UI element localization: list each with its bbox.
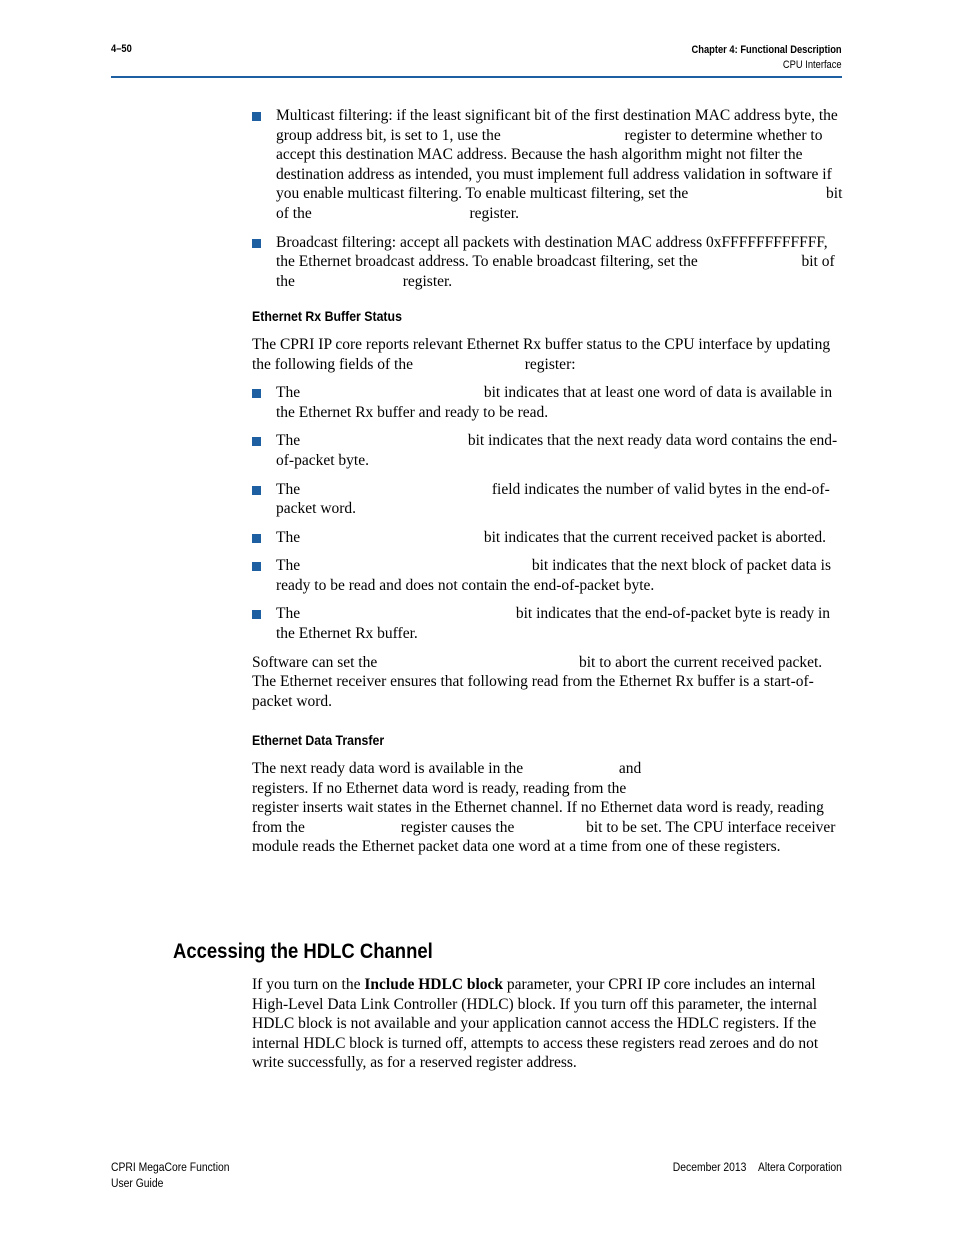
hdlc-text-2: parameter, your CPRI IP core includes an internal High-Level Data Link Controller (HDLC) block. If you turn off this parameter, the internal HDLC block is not available and your application cannot access the HDLC registers. If the internal HDLC block is turned off, attempts to access these registers read zeroes and do not write successfully, as for a reserved register address. xyxy=(252,976,819,1072)
running-header xyxy=(692,43,842,73)
software-text-2: bit to abort the current received packet. The Ethernet receiver ensures that following read from the Ethernet Rx buffer is a start-of-packet word. xyxy=(252,653,823,710)
item-pre: The xyxy=(276,384,301,402)
multicast-text-3: bit of the xyxy=(276,185,843,222)
software-text-1: Software can set the xyxy=(252,653,378,671)
footer-left xyxy=(111,1160,230,1192)
page-number: 4–50 xyxy=(111,43,132,55)
footer-date: December 2013 xyxy=(672,1162,747,1174)
hdlc-parameter-name: Include HDLC block xyxy=(364,976,504,993)
filter-list xyxy=(252,106,844,291)
bullet-square-icon xyxy=(252,437,261,446)
data-transfer-paragraph xyxy=(252,759,844,857)
section-title: CPU Interface xyxy=(783,59,842,71)
multicast-text-1: Multicast filtering: if the least significant bit of the first destination MAC address byte, the group address bit, is set to 1, use the xyxy=(276,107,838,144)
footer-product: CPRI MegaCore Function xyxy=(111,1162,230,1174)
hdlc-text-1: If you turn on the xyxy=(252,976,361,993)
header-rule xyxy=(111,76,842,78)
rx-intro-text-1: The CPRI IP core reports relevant Ethernet Rx buffer status to the CPU interface by updating the following fields of the xyxy=(252,335,831,373)
item-post: bit indicates that the end-of-packet byte is ready in the Ethernet Rx buffer. xyxy=(276,605,831,643)
rx-intro-text-2: register: xyxy=(524,355,576,373)
item-pre: The xyxy=(276,432,301,450)
list-item xyxy=(252,233,844,292)
transfer-text-2: and xyxy=(618,760,642,778)
bullet-square-icon xyxy=(252,112,261,121)
main-content xyxy=(252,106,844,857)
hdlc-paragraph xyxy=(252,975,844,1073)
list-item xyxy=(252,106,844,224)
transfer-text-1: The next ready data word is available in the xyxy=(252,760,524,778)
bullet-square-icon xyxy=(252,239,261,248)
footer-right xyxy=(673,1160,842,1176)
hdlc-content xyxy=(252,975,844,1073)
rx-buffer-heading: Ethernet Rx Buffer Status xyxy=(252,308,402,325)
broadcast-text-1: Broadcast filtering: accept all packets with destination MAC address 0xFFFFFFFFFFFF, the Ethernet broadcast address. To enable broadcast filtering, set the xyxy=(276,233,828,271)
multicast-text-2: register to determine whether to accept this destination MAC address. Because the hash algorithm might not filter the destination address as intended, you must implement full address validation in software if you enable multicast filtering. To enable multicast filtering, set the xyxy=(276,126,832,203)
transfer-text-5: register causes the xyxy=(400,818,515,836)
footer-doc: User Guide xyxy=(111,1178,164,1190)
multicast-text-4: register. xyxy=(469,204,519,222)
item-post: bit indicates that the current received packet is aborted. xyxy=(483,528,827,546)
rx-software-paragraph xyxy=(252,653,844,712)
item-post: bit indicates that at least one word of data is available in the Ethernet Rx buffer and ready to be read. xyxy=(276,384,833,421)
bullet-square-icon xyxy=(252,389,261,398)
hdlc-section-heading: Accessing the HDLC Channel xyxy=(173,940,433,963)
list-item xyxy=(252,556,844,595)
data-transfer-heading: Ethernet Data Transfer xyxy=(252,732,385,749)
rx-buffer-intro xyxy=(252,335,844,374)
list-item xyxy=(252,528,844,548)
chapter-title: Chapter 4: Functional Description xyxy=(691,44,842,56)
broadcast-text-3: register. xyxy=(402,272,453,290)
item-post: bit indicates that the next block of packet data is ready to be read and does not contain the end-of-packet byte. xyxy=(276,557,831,594)
transfer-text-4: register inserts wait states in the Ethernet channel. If no Ethernet data word is ready, reading from the xyxy=(252,799,824,836)
transfer-text-3: registers. If no Ethernet data word is ready, reading from the xyxy=(252,779,627,797)
item-pre: The xyxy=(276,480,301,498)
item-post: bit indicates that the next ready data word contains the end-of-packet byte. xyxy=(276,432,838,469)
bullet-square-icon xyxy=(252,562,261,571)
list-item xyxy=(252,480,844,519)
item-pre: The xyxy=(276,605,301,623)
bullet-square-icon xyxy=(252,486,261,495)
list-item xyxy=(252,383,844,422)
list-item xyxy=(252,604,844,643)
bullet-square-icon xyxy=(252,610,261,619)
bullet-square-icon xyxy=(252,534,261,543)
list-item xyxy=(252,431,844,470)
transfer-text-6: bit to be set. The CPU interface receiver module reads the Ethernet packet data one word at a time from one of these registers. xyxy=(252,818,836,856)
footer-company: Altera Corporation xyxy=(758,1162,842,1174)
item-post: field indicates the number of valid bytes in the end-of-packet word. xyxy=(276,480,830,518)
rx-status-list xyxy=(252,383,844,644)
broadcast-text-2: bit of the xyxy=(276,253,835,290)
item-pre: The xyxy=(276,528,301,546)
item-pre: The xyxy=(276,557,301,575)
